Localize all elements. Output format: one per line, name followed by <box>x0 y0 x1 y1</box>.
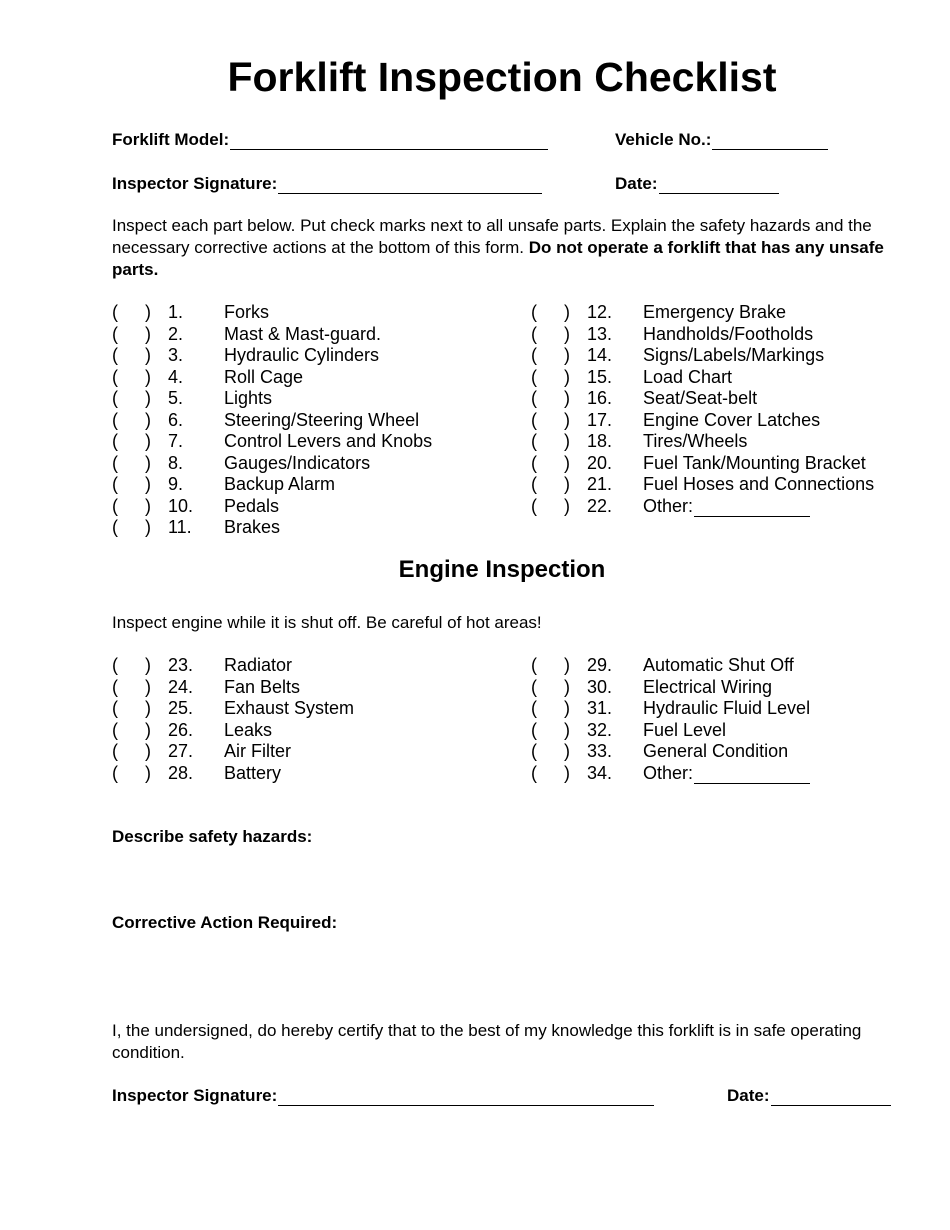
checkbox-close-paren[interactable]: ) <box>564 762 570 783</box>
checkbox-close-paren[interactable]: ) <box>145 762 151 783</box>
vehicle-number-label: Vehicle No.: <box>615 130 712 149</box>
hazards-label: Describe safety hazards: <box>112 827 313 846</box>
forklift-model-line[interactable] <box>230 132 548 150</box>
item-number: 27. <box>168 741 194 761</box>
checkbox-open-paren[interactable]: ( <box>112 323 118 344</box>
item-number: 13. <box>587 323 613 344</box>
checkbox-open-paren[interactable]: ( <box>531 698 537 718</box>
item-label <box>643 302 786 323</box>
item-number: 24. <box>168 676 194 697</box>
item-label <box>224 453 370 474</box>
checkbox-close-paren[interactable]: ) <box>145 388 151 408</box>
item-label-text: Engine Cover Latches <box>643 409 821 430</box>
other-blank-line[interactable] <box>694 766 810 784</box>
checkbox-open-paren[interactable]: ( <box>112 345 118 365</box>
checkbox-close-paren[interactable]: ) <box>564 409 570 430</box>
checkbox-open-paren[interactable]: ( <box>112 655 118 675</box>
item-number: 17. <box>587 409 613 430</box>
item-label <box>643 367 732 388</box>
item-label <box>643 763 810 784</box>
item-number: 16. <box>587 388 613 408</box>
instructions-warning: Do not operate a forklift that has any unsafe parts. <box>112 238 884 279</box>
item-label-text: Fuel Tank/Mounting Bracket <box>643 452 866 473</box>
item-number: 4. <box>168 366 184 387</box>
item-label-text: Steering/Steering Wheel <box>224 409 420 430</box>
item-number: 26. <box>168 719 194 740</box>
checkbox-close-paren[interactable]: ) <box>145 741 151 761</box>
checkbox-close-paren[interactable]: ) <box>145 719 151 740</box>
item-label <box>643 345 824 366</box>
instructions-text: Inspect each part below. Put check marks next to all unsafe parts. Explain the safety hazards and the necessary corrective actions at the bottom of this form. <box>112 216 872 257</box>
checkbox-close-paren[interactable]: ) <box>145 345 151 365</box>
item-number: 29. <box>587 655 613 675</box>
item-label <box>643 474 874 495</box>
item-label <box>643 431 747 452</box>
item-number: 28. <box>168 762 194 783</box>
checkbox-close-paren[interactable]: ) <box>564 495 570 516</box>
item-label <box>643 324 813 345</box>
vehicle-number-field[interactable] <box>615 130 828 150</box>
item-label-text: Tires/Wheels <box>643 431 748 451</box>
checkbox-close-paren[interactable]: ) <box>564 698 570 718</box>
item-label <box>224 367 303 388</box>
item-label-text: General Condition <box>643 741 789 761</box>
checkbox-close-paren[interactable]: ) <box>145 323 151 344</box>
item-label <box>643 720 726 741</box>
checkbox-open-paren[interactable]: ( <box>531 388 537 408</box>
vehicle-number-line[interactable] <box>712 132 828 150</box>
checkbox-open-paren[interactable]: ( <box>112 495 118 516</box>
checkbox-open-paren[interactable]: ( <box>531 366 537 387</box>
footer-date-field[interactable] <box>727 1086 891 1106</box>
item-label-text: Forks <box>224 302 269 322</box>
item-label-text: Battery <box>224 762 282 783</box>
engine-inspection-heading: Engine Inspection <box>398 556 606 583</box>
checkbox-close-paren[interactable]: ) <box>145 698 151 718</box>
checkbox-close-paren[interactable]: ) <box>145 517 151 537</box>
item-label <box>643 388 757 409</box>
checkbox-open-paren[interactable]: ( <box>531 474 537 494</box>
certification-statement: I, the undersigned, do hereby certify that to the best of my knowledge this forklift is in safe operating condition. <box>112 1021 862 1062</box>
item-label <box>224 474 335 495</box>
engine-note: Inspect engine while it is shut off. Be careful of hot areas! <box>112 613 542 632</box>
checkbox-open-paren[interactable]: ( <box>531 762 537 783</box>
item-number: 10. <box>168 495 194 516</box>
item-number: 32. <box>587 719 613 740</box>
item-label-text: Brakes <box>224 517 281 537</box>
item-label-text: Hydraulic Fluid Level <box>643 698 811 718</box>
checkbox-close-paren[interactable]: ) <box>564 719 570 740</box>
item-label-text: Other: <box>643 495 694 516</box>
item-label-text: Fuel Hoses and Connections <box>643 474 875 494</box>
item-number: 15. <box>587 366 613 387</box>
item-label-text: Hydraulic Cylinders <box>224 345 380 365</box>
checkbox-close-paren[interactable]: ) <box>564 388 570 408</box>
footer-signature-line[interactable] <box>278 1088 654 1106</box>
item-label <box>224 345 379 366</box>
checkbox-close-paren[interactable]: ) <box>145 452 151 473</box>
item-label-text: Fan Belts <box>224 676 301 697</box>
item-label <box>224 677 300 698</box>
date-field[interactable] <box>615 174 779 194</box>
checkbox-close-paren[interactable]: ) <box>145 409 151 430</box>
item-label-text: Seat/Seat-belt <box>643 388 758 408</box>
item-label <box>643 677 772 698</box>
checkbox-open-paren[interactable]: ( <box>531 741 537 761</box>
checkbox-close-paren[interactable]: ) <box>145 655 151 675</box>
item-label-text: Handholds/Footholds <box>643 323 814 344</box>
item-number: 1. <box>168 302 184 322</box>
checkbox-close-paren[interactable]: ) <box>564 323 570 344</box>
date-line[interactable] <box>659 176 779 194</box>
inspector-signature-label: Inspector Signature: <box>112 174 278 193</box>
instructions-paragraph <box>112 215 902 281</box>
item-label <box>643 655 794 676</box>
item-label <box>224 720 272 741</box>
item-label <box>224 388 272 409</box>
checkbox-open-paren[interactable]: ( <box>531 452 537 473</box>
item-label-text: Signs/Labels/Markings <box>643 345 825 365</box>
checkbox-close-paren[interactable]: ) <box>564 345 570 365</box>
item-label <box>643 698 810 719</box>
item-label-text: Fuel Level <box>643 719 727 740</box>
checkbox-open-paren[interactable]: ( <box>112 409 118 430</box>
item-label <box>224 763 281 784</box>
checkbox-open-paren[interactable]: ( <box>531 495 537 516</box>
forklift-model-label: Forklift Model: <box>112 130 230 149</box>
item-label-text: Backup Alarm <box>224 474 336 494</box>
item-label-text: Other: <box>643 762 694 783</box>
item-label <box>643 741 788 762</box>
checkbox-open-paren[interactable]: ( <box>112 474 118 494</box>
item-number: 5. <box>168 388 184 408</box>
item-label <box>224 324 381 345</box>
item-label <box>224 741 291 762</box>
item-label-text: Automatic Shut Off <box>643 655 794 675</box>
checkbox-open-paren[interactable]: ( <box>112 431 118 451</box>
checkbox-open-paren[interactable]: ( <box>112 388 118 408</box>
item-label <box>224 517 280 538</box>
footer-date-label: Date: <box>727 1086 770 1105</box>
item-label <box>224 431 432 452</box>
item-number: 2. <box>168 323 184 344</box>
item-number: 6. <box>168 409 184 430</box>
inspector-signature-line[interactable] <box>278 176 542 194</box>
forklift-model-field[interactable] <box>112 130 548 150</box>
checkbox-close-paren[interactable]: ) <box>564 366 570 387</box>
item-label-text: Pedals <box>224 495 280 516</box>
other-blank-line[interactable] <box>694 499 810 517</box>
item-label-text: Electrical Wiring <box>643 676 773 697</box>
checkbox-close-paren[interactable]: ) <box>564 431 570 451</box>
checkbox-close-paren[interactable]: ) <box>564 676 570 697</box>
checkbox-open-paren[interactable]: ( <box>531 323 537 344</box>
checkbox-open-paren[interactable]: ( <box>531 655 537 675</box>
checkbox-close-paren[interactable]: ) <box>145 366 151 387</box>
item-number: 3. <box>168 345 184 365</box>
checkbox-open-paren[interactable]: ( <box>531 409 537 430</box>
item-label-text: Mast & Mast-guard. <box>224 323 382 344</box>
item-label <box>224 698 354 719</box>
item-number: 14. <box>587 345 613 365</box>
checkbox-open-paren[interactable]: ( <box>531 345 537 365</box>
item-number: 30. <box>587 676 613 697</box>
item-number: 23. <box>168 655 194 675</box>
item-number: 31. <box>587 698 613 718</box>
page-title: Forklift Inspection Checklist <box>227 54 777 100</box>
checkbox-open-paren[interactable]: ( <box>112 719 118 740</box>
item-label <box>224 655 292 676</box>
checkbox-open-paren[interactable]: ( <box>112 676 118 697</box>
item-label <box>643 453 866 474</box>
item-label-text: Air Filter <box>224 741 291 761</box>
footer-date-line[interactable] <box>771 1088 891 1106</box>
checkbox-open-paren[interactable]: ( <box>112 762 118 783</box>
item-label-text: Leaks <box>224 719 273 740</box>
footer-signature-label: Inspector Signature: <box>112 1086 278 1105</box>
item-label <box>643 410 820 431</box>
item-number: 22. <box>587 495 613 516</box>
item-label <box>224 302 269 323</box>
item-number: 33. <box>587 741 613 761</box>
item-number: 7. <box>168 431 184 451</box>
item-label <box>224 496 279 517</box>
checkbox-open-paren[interactable]: ( <box>531 676 537 697</box>
item-label-text: Emergency Brake <box>643 302 787 322</box>
item-label-text: Load Chart <box>643 366 733 387</box>
item-label-text: Exhaust System <box>224 698 355 718</box>
item-number: 20. <box>587 452 613 473</box>
item-number: 21. <box>587 474 613 494</box>
checkbox-open-paren[interactable]: ( <box>531 431 537 451</box>
inspector-signature-field[interactable] <box>112 174 542 194</box>
checkbox-close-paren[interactable]: ) <box>564 741 570 761</box>
checkbox-close-paren[interactable]: ) <box>145 302 151 322</box>
checkbox-open-paren[interactable]: ( <box>112 741 118 761</box>
checkbox-close-paren[interactable]: ) <box>145 474 151 494</box>
checkbox-open-paren[interactable]: ( <box>112 452 118 473</box>
checkbox-close-paren[interactable]: ) <box>564 452 570 473</box>
footer-signature-field[interactable] <box>112 1086 654 1106</box>
item-label <box>224 410 419 431</box>
checkbox-open-paren[interactable]: ( <box>112 698 118 718</box>
checkbox-open-paren[interactable]: ( <box>112 517 118 537</box>
item-number: 34. <box>587 762 613 783</box>
date-label: Date: <box>615 174 658 193</box>
checkbox-open-paren[interactable]: ( <box>531 302 537 322</box>
item-label-text: Lights <box>224 388 273 408</box>
item-label-text: Gauges/Indicators <box>224 452 371 473</box>
item-label-text: Roll Cage <box>224 366 304 387</box>
checkbox-close-paren[interactable]: ) <box>145 431 151 451</box>
item-number: 25. <box>168 698 194 718</box>
corrective-action-label: Corrective Action Required: <box>112 913 338 932</box>
checkbox-close-paren[interactable]: ) <box>564 302 570 322</box>
item-number: 18. <box>587 431 613 451</box>
checkbox-close-paren[interactable]: ) <box>145 495 151 516</box>
item-label <box>643 496 810 517</box>
item-number: 8. <box>168 452 184 473</box>
checkbox-close-paren[interactable]: ) <box>564 655 570 675</box>
item-number: 9. <box>168 474 184 494</box>
checkbox-close-paren[interactable]: ) <box>564 474 570 494</box>
item-number: 11. <box>168 517 192 537</box>
checkbox-open-paren[interactable]: ( <box>112 302 118 322</box>
checkbox-close-paren[interactable]: ) <box>145 676 151 697</box>
item-number: 12. <box>587 302 613 322</box>
checkbox-open-paren[interactable]: ( <box>531 719 537 740</box>
item-label-text: Control Levers and Knobs <box>224 431 433 451</box>
checkbox-open-paren[interactable]: ( <box>112 366 118 387</box>
item-label-text: Radiator <box>224 655 293 675</box>
